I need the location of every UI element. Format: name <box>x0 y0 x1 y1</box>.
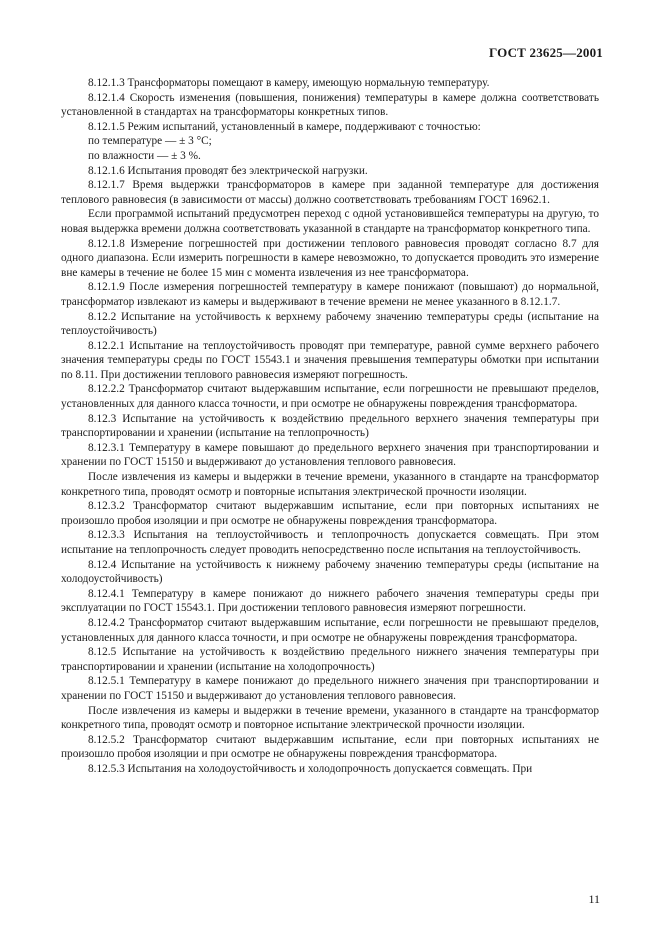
paragraph: После извлечения из камеры и выдержки в течение времени, указанного в стандарте на трансформатор конкретного типа, проводят осмотр и повторное испытание электрической прочности изоляции. <box>61 704 599 732</box>
document-header: ГОСТ 23625—2001 <box>488 45 603 60</box>
paragraph: После извлечения из камеры и выдержки в течение времени, указанного в стандарте на трансформатор конкретного типа, проводят осмотр и повторные испытания электрической прочности изоляции. <box>61 471 599 498</box>
paragraph: 8.12.2.1 Испытание на теплоустойчивость проводят при температуре, равной сумме верхнего рабочего значения температуры среды по ГОСТ 15543.1 и значения превышения температуры обмотки при испытании по 8.11. При достижении теплового равновесия измеряют погрешность. <box>61 339 599 381</box>
paragraph: 8.12.5.3 Испытания на холодоустойчивость и холодопрочность допускается совмещать. При <box>88 762 533 775</box>
paragraph: 8.12.1.9 После измерения погрешностей температуру в камере понижают (повышают) до нормальной, трансформатор извлекают из камеры и выдерживают в течение времени не менее указанного в 8.12.1.7. <box>61 281 599 308</box>
paragraph: 8.12.1.7 Время выдержки трансформаторов в камере при заданной температуре для достижения теплового равновесия (в зависимости от массы) должно соответствовать требованиям ГОСТ 16962.1. <box>61 179 599 206</box>
paragraph: 8.12.4.1 Температуру в камере понижают до нижнего рабочего значения температуры среды при эксплуатации по ГОСТ 15543.1. При достижении теплового равновесия измеряют погрешности. <box>61 587 599 615</box>
paragraph: 8.12.1.5 Режим испытаний, установленный в камере, поддерживают с точностью: <box>88 120 481 133</box>
body-text <box>61 76 599 777</box>
paragraph: 8.12.2 Испытание на устойчивость к верхнему рабочему значению температуры среды (испытание на теплоустойчивость) <box>61 310 599 338</box>
paragraph: 8.12.5.1 Температуру в камере понижают до предельного нижнего значения при транспортировании и хранении по ГОСТ 15150 и выдерживают до установления теплового равновесия. <box>61 675 599 702</box>
paragraph: 8.12.5.2 Трансформатор считают выдержавшим испытание, если при повторных испытаниях не произошло пробоя изоляции и при осмотре не обнаружены повреждения трансформатора. <box>61 733 599 761</box>
paragraph: 8.12.4.2 Трансформатор считают выдержавшим испытание, если погрешности не превышают пределов, установленных для данного класса точности, и при осмотре не обнаружены повреждения трансформатора. <box>61 616 599 644</box>
paragraph: Если программой испытаний предусмотрен переход с одной установившейся температуры на другую, то новая выдержка времени должна соответствовать указанной в стандарте на трансформатор конкретного типа. <box>61 208 599 235</box>
paragraph: 8.12.5 Испытание на устойчивость к воздействию предельного нижнего значения температуры при транспортировании и хранении (испытание на холодопрочность) <box>61 646 599 673</box>
paragraph: 8.12.1.4 Скорость изменения (повышения, понижения) температуры в камере должна соответствовать установленной в стандартах на трансформаторы конкретных типов. <box>61 91 599 119</box>
paragraph: 8.12.1.3 Трансформаторы помещают в камеру, имеющую нормальную температуру. <box>88 77 490 89</box>
paragraph: 8.12.3.2 Трансформатор считают выдержавшим испытание, если при повторных испытаниях не произошло пробоя изоляции и при осмотре не обнаружены повреждения трансформатора. <box>61 500 599 527</box>
paragraph: 8.12.3.3 Испытания на теплоустойчивость и теплопрочность допускается совмещать. При этом испытание на теплопрочность следует проводить непосредственно после испытания на теплоустойчивость. <box>61 529 599 556</box>
paragraph: 8.12.1.8 Измерение погрешностей при достижении теплового равновесия проводят согласно 8.7 для одного диапазона. Если измерить погрешности в камере невозможно, то допускается проводить это измерение вне камеры в течение не более 15 мин с момента извлечения из нее трансформатора. <box>61 237 599 279</box>
paragraph: 8.12.1.6 Испытания проводят без электрической нагрузки. <box>88 164 368 177</box>
paragraph: по влажности — ± 3 %. <box>88 149 201 162</box>
paragraph: 8.12.3 Испытание на устойчивость к воздействию предельного верхнего значения температуры при транспортировании и хранении (испытание на теплопрочность) <box>61 412 599 440</box>
paragraph: по температуре — ± 3 °С; <box>88 135 212 148</box>
paragraph: 8.12.4 Испытание на устойчивость к нижнему рабочему значению температуры среды (испытание на холодоустойчивость) <box>61 558 599 586</box>
paragraph: 8.12.2.2 Трансформатор считают выдержавшим испытание, если погрешности не превышают пределов, установленных для данного класса точности, и при осмотре не обнаружены повреждения трансформатора. <box>61 383 599 411</box>
paragraph: 8.12.3.1 Температуру в камере повышают до предельного верхнего значения при транспортировании и хранении по ГОСТ 15150 и выдерживают до установления теплового равновесия. <box>61 441 599 469</box>
page-number: 11 <box>588 892 600 906</box>
